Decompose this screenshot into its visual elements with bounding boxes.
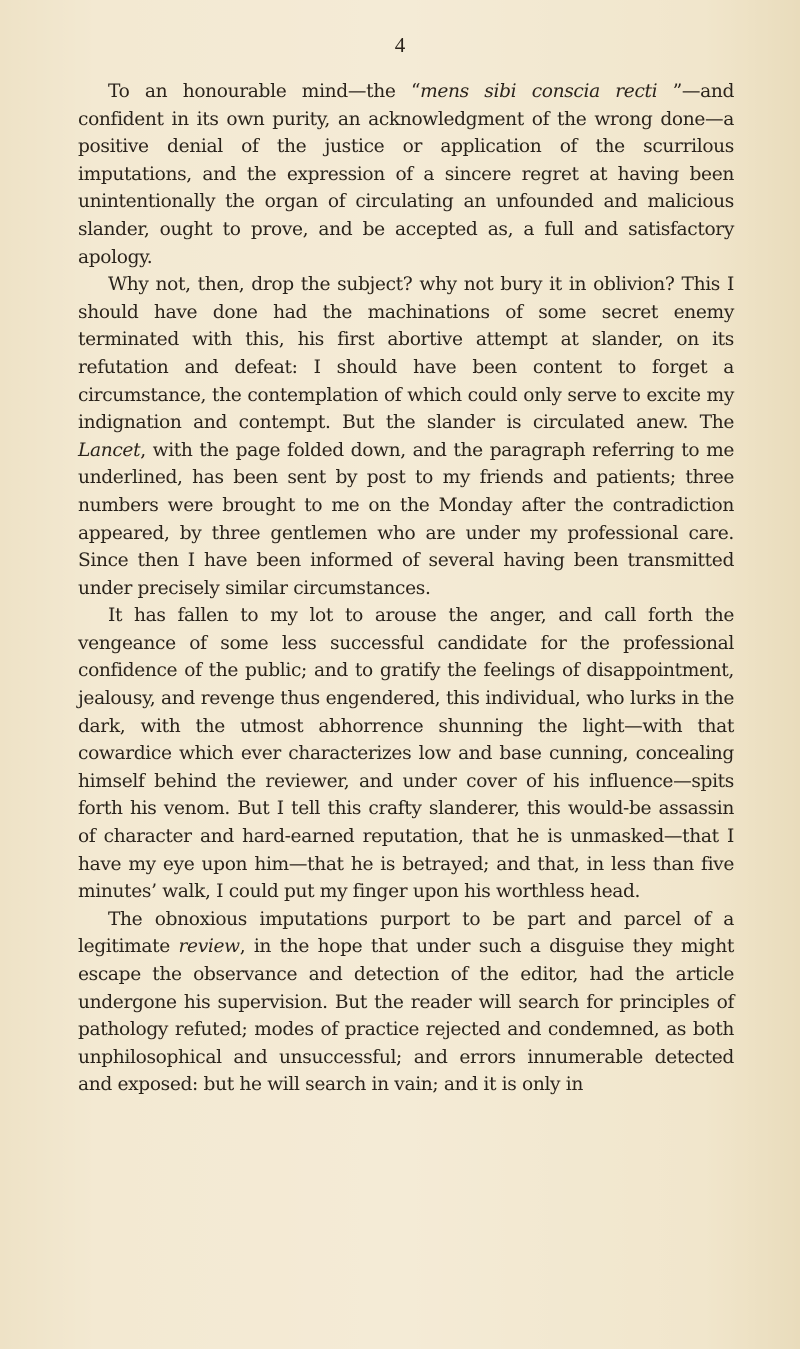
paragraph-2 <box>78 271 734 602</box>
paragraph-1-text-b: ”—and confident in its own purity, an acknowledgment of the wrong done—a positive denial of the justice or application of the scurrilous imputations, and the expression of a sincere regret at having been unintentionally the organ of circulating an unfounded and malicious slander, ought to prove, and be accepted as, a full and satisfactory apology. <box>78 81 735 268</box>
paragraph-1 <box>78 78 734 271</box>
paragraph-3-text: It has fallen to my lot to arouse the anger, and call forth the vengeance of some less successful candidate for the professional confidence of the public; and to gratify the feelings of disappointment, jealousy, and revenge thus engendered, this individual, who lurks in the dark, with the utmost abhorrence shunning the light—with that cowardice which ever characterizes low and base cunning, concealing himself behind the reviewer, and under cover of his influence—spits forth his venom. But I tell this crafty slanderer, this would-be assassin of character and hard-earned reputation, that he is unmasked—that I have my eye upon him—that he is betrayed; and that, in less than five minutes’ walk, I could put my finger upon his worthless head. <box>78 605 734 903</box>
paragraph-2-text-a: Why not, then, drop the subject? why not bury it in oblivion? This I should have done had the machinations of some secret enemy terminated with this, his first abortive attempt at slander, on its refutation and defeat: I should have been content to forget a circumstance, the contemplation of which could only serve to excite my indignation and contempt. But the slander is circulated anew. The <box>78 274 734 434</box>
paragraph-1-text-a: To an honourable mind—the “ <box>108 81 421 102</box>
journal-title: Lancet <box>78 439 141 461</box>
paragraph-3 <box>78 602 734 906</box>
paragraph-4 <box>78 906 734 1099</box>
body-text <box>78 78 734 1099</box>
paragraph-4-text-a: The obnoxious imputations purport to be part and parcel of a legitimate <box>78 908 734 958</box>
latin-quote: mens sibi conscia recti <box>420 81 658 102</box>
review-word: review <box>178 936 240 958</box>
paragraph-2-text-b: , with the page folded down, and the paragraph referring to me underlined, has been sent by post to my friends and patients; three numbers were brought to me on the Monday after the contradiction appeared, by three gentlemen who are under my professional care. Since then I have been informed of several having been transmitted under precisely similar circumstances. <box>78 439 734 599</box>
paragraph-4-text-b: , in the hope that under such a disguise they might escape the observance and detection of the editor, had the article undergone his supervision. But the reader will search for principles of pathology refuted; modes of practice rejected and condemned, as both unphilosophical and unsuccessful; and errors innumerable detected and exposed: but he will search in vain; and it is only in <box>78 936 734 1096</box>
page-number: 4 <box>394 33 406 57</box>
